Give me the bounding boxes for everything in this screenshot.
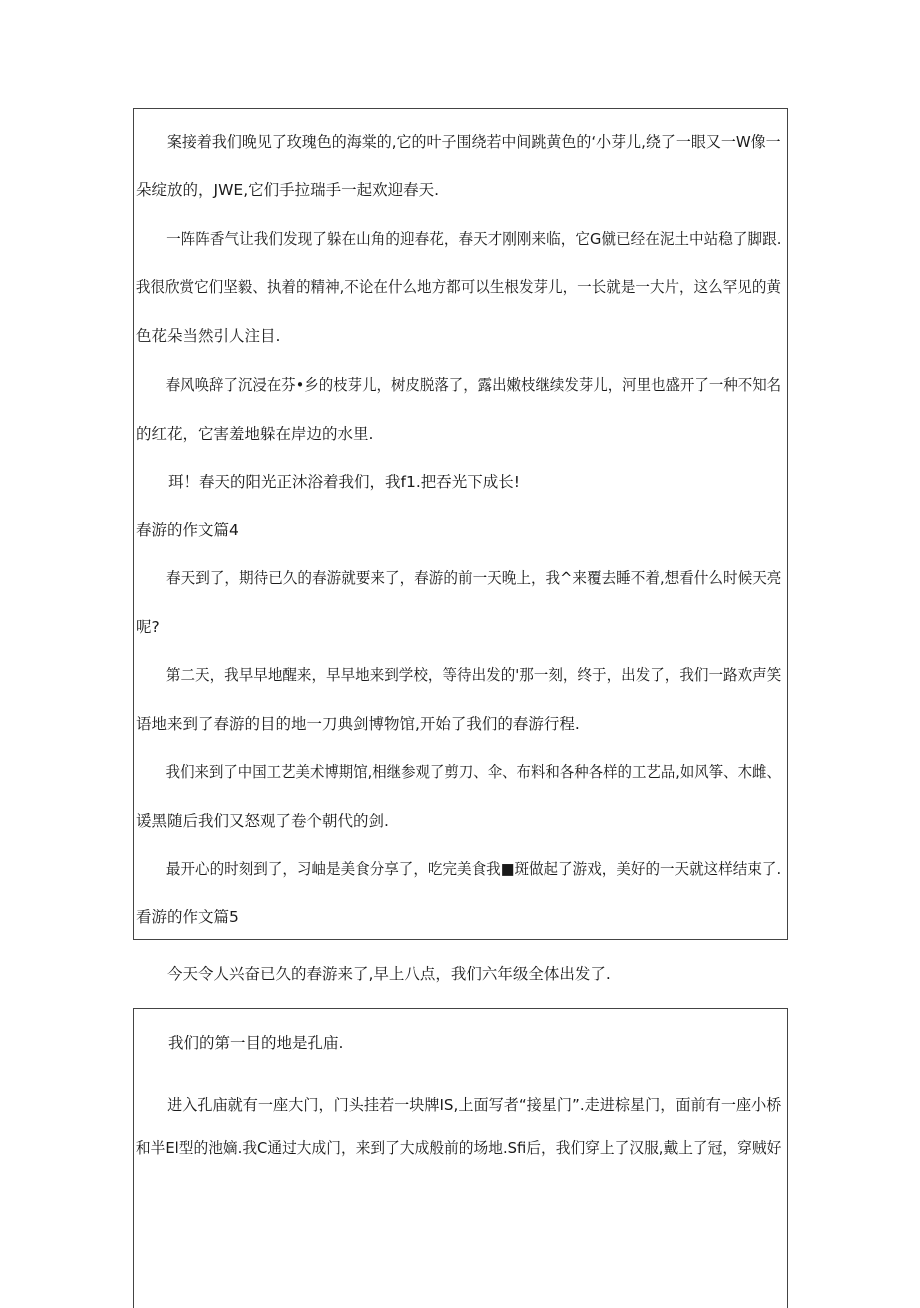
- paragraph-line: 的红花，它害羞地躲在岸边的水里.: [136, 425, 374, 443]
- paragraph-line: 一阵阵香气让我们发现了躲在山角的迎春花，春天才刚刚来临，它G僦已经在泥土中站稳了脚跟.: [166, 230, 782, 248]
- paragraph-line: 春天到了，期待已久的春游就要来了，春游的前一天晚上，我^来覆去睡不着,想看什么时候天亮: [166, 569, 782, 587]
- paragraph-line: 语地来到了春游的目的地一刀典剑博物馆,开始了我们的春游行程.: [136, 715, 580, 733]
- paragraph-line: 我很欣赏它们坚毅、执着的精神,不论在什么地方都可以生根发芽儿，一长就是一大片，这么罕见的黄: [135, 278, 781, 296]
- paragraph-line: 珥！春天的阳光正沐浴着我们，我f1.把吞光下成长!: [168, 473, 520, 491]
- paragraph-line: 进入孔庙就有一座大门，门头挂若一块牌IS,上面写者“接星门”.走进棕星门，面前有一座小桥: [167, 1096, 782, 1114]
- paragraph-line: 谖黑随后我们又怒观了卷个朝代的剑.: [136, 812, 389, 830]
- document-frame-top: [133, 108, 788, 940]
- paragraph-line: 第二天，我早早地醒来，早早地来到学校，等待出发的'那一刻，终于，出发了，我们一路欢声笑: [165, 666, 782, 684]
- paragraph-line: 最开心的时刻到了，习岫是美食分享了，吃完美食我■斑做起了游戏，美好的一天就这样结束了.: [165, 860, 782, 878]
- paragraph-line: 和半El型的池嫡.我C通过大成门，来到了大成般前的场地.Sfi后，我们穿上了汉服,戴上了冠，穿贼好: [135, 1139, 782, 1157]
- paragraph-line: 朵绽放的，JWE,它们手拉瑞手一起欢迎春天.: [136, 181, 440, 199]
- paragraph-line: 我们来到了中国工艺美术博期馆,相继参观了剪刀、伞、布料和各种各样的工艺品,如风筝、木雌、: [165, 763, 781, 781]
- section-heading: 看游的作文篇5: [136, 908, 239, 926]
- paragraph-line: 案接着我们晚见了玫瑰色的海棠的,它的叶子围绕若中间跳黄色的‘小芽儿,绕了一眼又一W像一: [166, 133, 781, 151]
- section-heading: 春游的作文篇4: [136, 521, 239, 539]
- paragraph-line: 色花朵当然引人注目.: [136, 327, 281, 345]
- paragraph-line: 我们的第一目的地是孔庙.: [168, 1034, 344, 1052]
- document-frame-bottom: [133, 1008, 788, 1308]
- paragraph-line: 春风唤辞了沉浸在芬•乡的枝芽儿，树皮脱落了，露出嫩枝继续发芽儿，河里也盛开了一种不知名: [165, 376, 782, 394]
- paragraph-line: 呢?: [136, 618, 160, 636]
- paragraph-line: 今天令人兴奋已久的春游来了,早上八点，我们六年级全体出发了.: [167, 965, 611, 983]
